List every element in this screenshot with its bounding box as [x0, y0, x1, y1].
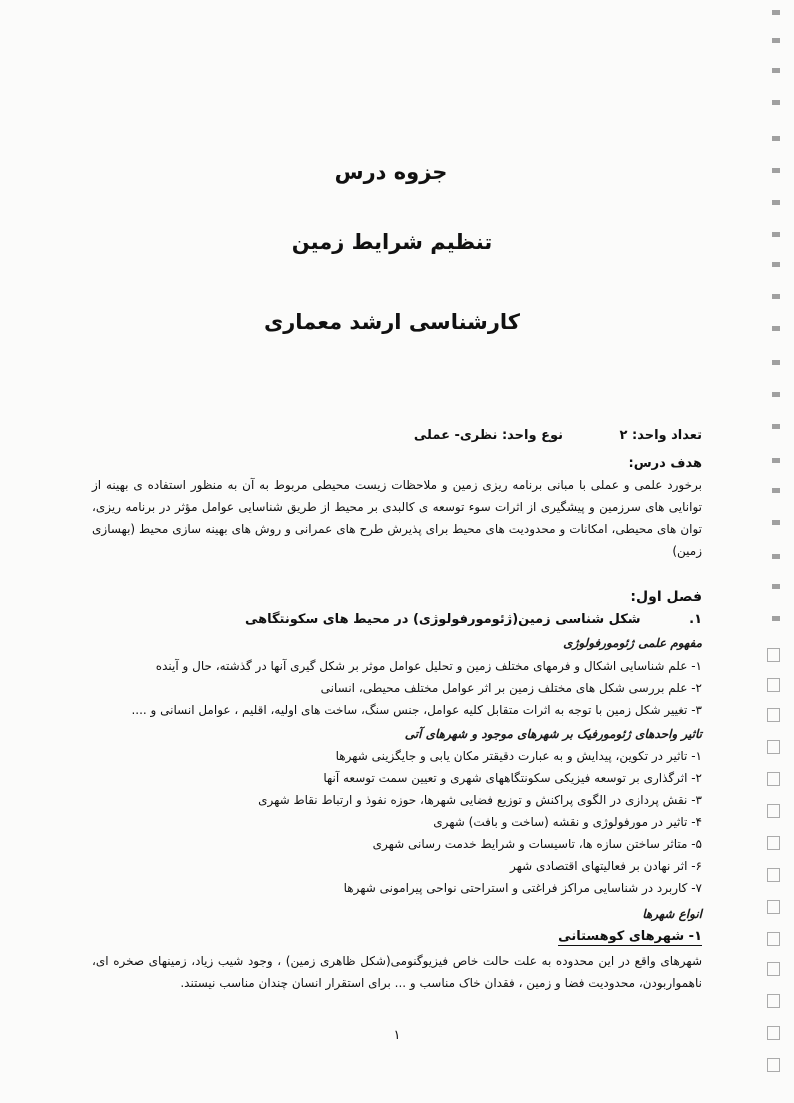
goal-paragraph: برخورد علمی و عملی با مبانی برنامه ریزی زمین و ملاحظات زیست محیطی مربوط به آن به منظور استفاده ی بهینه از توانایی های سرزمین و پیشگیری از اثرات سوء توسعه ی کالبدی بر محیط از طریق شناسایی عوامل مؤثر در برنامه ریزی، توان های محیطی، امکانات و محدودیت های محیط برای پذیرش طرح های عمرانی و روش های بهینه سازی محیط (بهسازی زمین)	[92, 478, 702, 558]
goal-heading: هدف درس:	[628, 456, 702, 471]
list-item: ۲- علم بررسی شکل های مختلف زمین بر اثر عوامل مختلف محیطی، انسانی	[320, 681, 702, 695]
section-number: ۱.	[689, 612, 702, 627]
city-type-paragraph: شهرهای واقع در این محدوده به علت حالت خاص فیزیوگنومی(شکل ظاهری زمین) ، وجود شیب زیاد، زمینهای صخره ای، ناهمواربودن، محدودیت فضا و زمین ، فقدان خاک مناسب و ... برای استقرار انسان چندان مناسب نیستند.	[92, 954, 702, 990]
list-item: ۲- اثرگذاری بر توسعه فیزیکی سکونتگاههای شهری و تعیین سمت توسعه آنها	[323, 771, 702, 785]
list-item: ۶- اثر نهادن بر فعالیتهای اقتصادی شهر	[510, 859, 702, 873]
handwritten-subheading: انواع شهرها	[642, 907, 702, 921]
unit-type: نوع واحد: نظری- عملی	[413, 428, 563, 443]
section-heading	[245, 612, 702, 627]
definition-list	[131, 655, 702, 721]
booklet-title: جزوه درس	[334, 160, 448, 184]
handwritten-subheading: مفهوم علمی ژئومورفولوژی	[563, 636, 702, 650]
section-title: شکل شناسی زمین(ژئومورفولوژی) در محیط های سکونتگاهی	[244, 612, 641, 627]
list-item: ۳- تغییر شکل زمین با توجه به اثرات متقابل کلیه عوامل، جنس سنگ، ساخت های اولیه، اقلیم ، عوامل انسانی و ....	[131, 703, 702, 717]
handwritten-subheading: تاثیر واحدهای ژئومورفیک بر شهرهای موجود و شهرهای آتی	[404, 727, 702, 741]
list-item: ۴- تاثیر در مورفولوژی و نقشه (ساخت و بافت) شهری	[433, 815, 702, 829]
list-item: ۱- تاثیر در تکوین، پیدایش و به عبارت دقیقتر مکان یابی و جایگزینی شهرها	[335, 749, 702, 763]
binder-edge	[754, 0, 794, 1103]
course-units	[414, 428, 702, 443]
list-item: ۱- علم شناسایی اشکال و فرمهای مختلف زمین و تحلیل عوامل موثر بر شکل گیری آنها در گذشته، حال و آینده	[155, 659, 702, 673]
list-item: ۵- متاثر ساختن سازه ها، تاسیسات و شرایط خدمت رسانی شهری	[372, 837, 702, 851]
degree-title: کارشناسی ارشد معماری	[263, 310, 521, 334]
page-number: ۱	[393, 1028, 401, 1043]
city-type-heading: ۱- شهرهای کوهستانی	[558, 929, 702, 944]
course-title: تنظیم شرایط زمین	[291, 230, 493, 254]
unit-count: تعداد واحد: ۲	[619, 428, 702, 443]
list-item: ۷- کاربرد در شناسایی مراکز فراغتی و استراحتی نواحی پیرامونی شهرها	[343, 881, 702, 895]
chapter-heading: فصل اول:	[630, 589, 702, 605]
list-item: ۳- نقش پردازی در الگوی پراکنش و توزیع فضایی شهرها، حوزه نفوذ و ارتباط نقاط شهری	[258, 793, 702, 807]
effects-list	[258, 745, 702, 899]
